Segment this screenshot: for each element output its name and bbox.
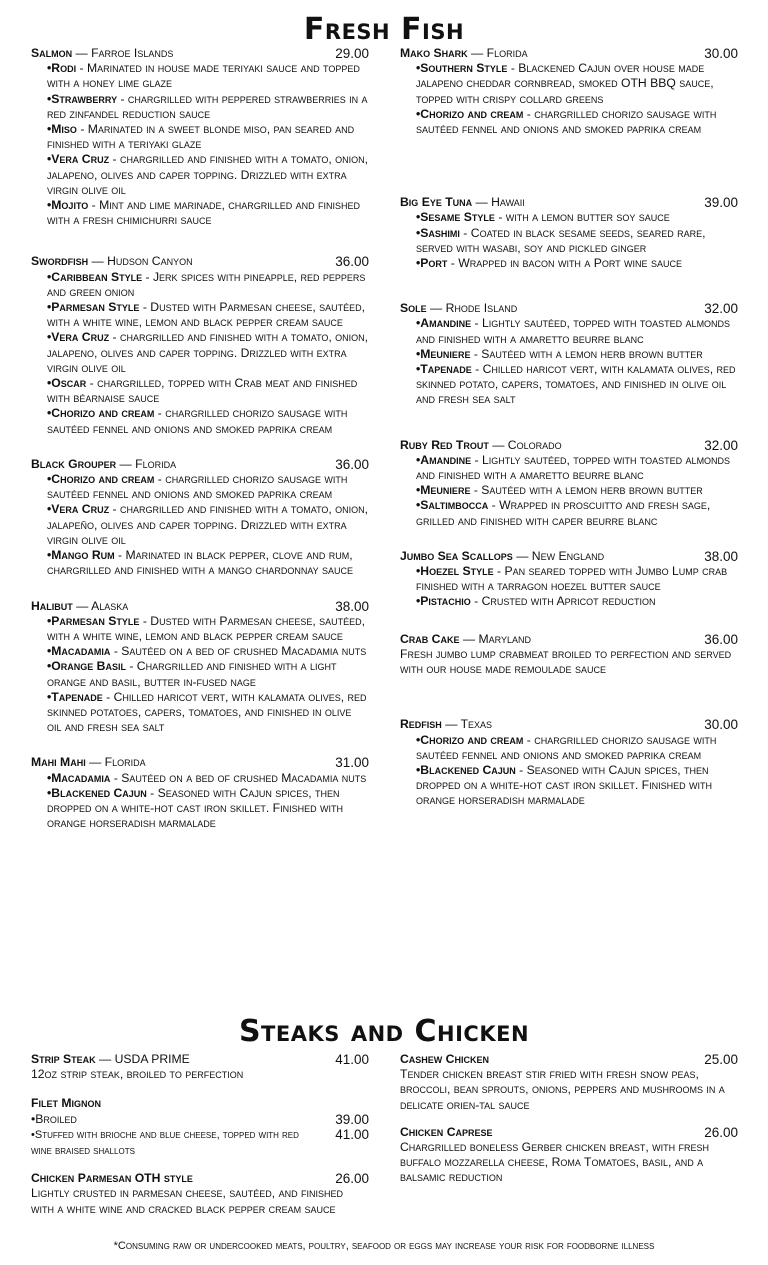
- option-name: Port: [420, 256, 448, 271]
- option-name: Chorizo and cream: [51, 406, 155, 421]
- option-name: Macadamia: [51, 770, 111, 785]
- option-text: Dusted with Parmesan cheese, sautéed, with a white wine, lemon and black pepper cream sauce: [47, 300, 366, 330]
- menu-item: Sole — Rhode Island 32.00 •Amandine - Lightly sautéed, topped with toasted almonds and finished with a amaretto beurre blanc •Meuniere - Sautéed with a lemon herb brown butter •Tapenade - Chilled haricot vert, with kalamata olives, red skinned potato, capers, tomatoes, and finished in olive oil and fresh sea salt: [400, 301, 738, 407]
- item-name: Chicken Parmesan OTH style: [31, 1171, 193, 1186]
- menu-option: •Parmesan Style - Dusted with Parmesan cheese, sautéed, with a white wine, lemon and black pepper cream sauce: [47, 300, 366, 330]
- menu-item: [31, 1171, 369, 1217]
- item-name: Redfish: [400, 717, 446, 732]
- menu-item: Big Eye Tuna — Hawaii 39.00 •Sesame Style - with a lemon butter soy sauce •Sashimi - Coated in black sesame seeds, seared rare, served with wasabi, soy and pickled ginger •Port - Wrapped in bacon with a Port wine sauce: [400, 195, 738, 271]
- option-price: 39.00: [335, 1111, 369, 1127]
- menu-option: •Vera Cruz - chargrilled and finished with a tomato, onion, jalapeno, olives and caper topping. Drizzled with extra virgin olive oil: [47, 152, 369, 197]
- menu-option: •Caribbean Style - Jerk spices with pineapple, red peppers and green onion: [47, 269, 366, 299]
- item-price: 41.00: [335, 1052, 369, 1067]
- menu-item: Strip Steak — USDA PRIME 41.00 12oz strip steak, broiled to perfection: [31, 1052, 369, 1082]
- option-name: Southern Style: [420, 61, 508, 76]
- item-name: Ruby Red Trout: [400, 437, 489, 452]
- menu-item: Crab Cake — Maryland 36.00 Fresh jumbo lump crabmeat broiled to perfection and served with our house made remoulade sauce: [400, 631, 738, 677]
- item-name: Black Grouper: [31, 456, 117, 471]
- fish-left-column: [31, 46, 369, 831]
- item-price: 26.00: [335, 1171, 369, 1187]
- option-name: Vera Cruz: [51, 152, 110, 167]
- menu-option: •Sashimi - Coated in black sesame seeds, seared rare, served with wasabi, soy and pickled ginger: [416, 225, 706, 255]
- item-price: 36.00: [335, 254, 369, 270]
- option-name: Orange Basil: [51, 659, 126, 674]
- option-text: chargrilled, topped with Crab meat and finished with béarnaise sauce: [47, 376, 358, 406]
- menu-item: Jumbo Sea Scallops — New England 38.00 •Hoezel Style - Pan seared topped with Jumbo Lump crab finished with a tarragon hoezel butter sauce •Pistachio - Crusted with Apricot reduction: [400, 548, 738, 609]
- option-text: chargrilled chorizo sausage with sautéed fennel and onions and smoked paprika cream: [47, 406, 348, 436]
- item-price: 38.00: [704, 548, 738, 564]
- item-origin: Alaska: [91, 598, 129, 613]
- item-origin: Farroe Islands: [91, 46, 174, 60]
- option-name: Strawberry: [51, 91, 118, 106]
- option-text: Wrapped in proscuitto and fresh sage, grilled and finished with caper beurre blanc: [416, 498, 711, 528]
- option-text: Mint and lime marinade, chargrilled and finished with a fresh chimichurri sauce: [47, 198, 361, 228]
- menu-option: •Tapenade - Chilled haricot vert, with kalamata olives, red skinned potatoes, capers, tomatoes, and finished in olive oil and fresh sea salt: [47, 689, 367, 735]
- menu-option: •Oscar - chargrilled, topped with Crab meat and finished with béarnaise sauce: [47, 376, 358, 406]
- option-text: Chilled haricot vert, with kalamata olives, red skinned potatoes, capers, tomatoes, and finished in olive oil and fresh sea salt: [47, 689, 367, 735]
- option-price: 41.00: [335, 1126, 369, 1142]
- item-price: 29.00: [335, 46, 369, 61]
- option-text: Sautéed with a lemon herb brown butter: [481, 483, 703, 498]
- item-name: Big Eye Tuna: [400, 195, 473, 210]
- option-name: Caribbean Style: [51, 269, 143, 284]
- item-name: Salmon: [31, 46, 73, 60]
- option-name: Rodi: [51, 61, 77, 76]
- menu-item: Mako Shark — Florida 30.00 •Southern Style - Blackened Cajun over house made jalapeno cheddar cornbread, smoked OTH BBQ sauce, topped with crispy collard greens •Chorizo and cream - chargrilled chorizo sausage with sautéed fennel and onions and smoked paprika cream: [400, 46, 738, 137]
- menu-item: Salmon — Farroe Islands 29.00 •Rodi - Marinated in house made teriyaki sauce and topped with a honey lime glaze •Strawberry - chargrilled with peppered strawberries in a red zinfandel reduction sauce •Miso - Marinated in a sweet blonde miso, pan seared and finished with a teriyaki glaze •Vera Cruz - chargrilled and finished with a tomato, onion, jalapeno, olives and caper topping. Drizzled with extra virgin olive oil •Mojito - Mint and lime marinade, chargrilled and finished with a fresh chimichurri sauce: [31, 46, 369, 228]
- option-name: Meuniere: [420, 483, 471, 498]
- menu-option: •Hoezel Style - Pan seared topped with Jumbo Lump crab finished with a tarragon hoezel butter sauce: [416, 564, 728, 594]
- item-origin: Hudson Canyon: [107, 254, 193, 269]
- steak-right-column: [400, 1052, 738, 1186]
- fresh-fish-title: Fresh Fish: [303, 12, 465, 47]
- option-name: Pistachio: [420, 594, 471, 609]
- item-price: 26.00: [704, 1124, 738, 1140]
- option-text: Pan seared topped with Jumbo Lump crab finished with a tarragon hoezel butter sauce: [416, 564, 728, 594]
- item-origin: Maryland: [478, 631, 531, 646]
- menu-option: •Amandine - Lightly sautéed, topped with toasted almonds and finished with a amaretto beurre blanc: [416, 452, 731, 483]
- menu-option: •Chorizo and cream - chargrilled chorizo sausage with sautéed fennel and onions and smoked paprika cream: [47, 472, 348, 502]
- option-name: Parmesan Style: [51, 613, 140, 628]
- menu-item: [400, 1052, 738, 1113]
- menu-option: •Blackened Cajun - Seasoned with Cajun spices, then dropped on a white-hot cast iron skillet. Finished with orange horseradish marmalade: [416, 762, 712, 808]
- menu-option: •Chorizo and cream - chargrilled chorizo sausage with sautéed fennel and onions and smoked paprika cream: [416, 732, 717, 762]
- option-name: Blackened Cajun: [51, 785, 147, 800]
- option-text: Marinated in a sweet blonde miso, pan seared and finished with a teriyaki glaze: [47, 122, 355, 152]
- option-text: Marinated in house made teriyaki sauce and topped with a honey lime glaze: [47, 61, 360, 91]
- item-origin: Rhode Island: [445, 301, 518, 316]
- item-price: 36.00: [335, 456, 369, 472]
- menu-option: •Rodi - Marinated in house made teriyaki sauce and topped with a honey lime glaze: [47, 61, 360, 91]
- item-origin: Florida: [104, 755, 146, 770]
- option-text: Seasoned with Cajun spices, then dropped on a white-hot cast iron skillet. Finished with orange horseradish marmalade: [416, 762, 712, 808]
- item-description: Lightly crusted in parmesan cheese, sautéed, and finished with a white wine and cracked black pepper cream sauce: [31, 1186, 343, 1216]
- disclaimer: *Consuming raw or undercooked meats, poultry, seafood or eggs may increase your risk for foodborne illness: [113, 1240, 655, 1252]
- option-text: Dusted with Parmesan cheese, sautéed, with a white wine, lemon and black pepper cream sauce: [47, 613, 366, 643]
- option-text: Jerk spices with pineapple, red peppers and green onion: [47, 269, 366, 299]
- item-name: Halibut: [31, 598, 73, 613]
- item-name: Mahi Mahi: [31, 755, 86, 770]
- menu-item: Swordfish — Hudson Canyon 36.00 •Caribbean Style - Jerk spices with pineapple, red peppers and green onion •Parmesan Style - Dusted with Parmesan cheese, sautéed, with a white wine, lemon and black pepper cream sauce •Vera Cruz - chargrilled and finished with a tomato, onion, jalapeno, olives and caper topping. Drizzled with extra virgin olive oil •Oscar - chargrilled, topped with Crab meat and finished with béarnaise sauce •Chorizo and cream - chargrilled chorizo sausage with sautéed fennel and onions and smoked paprika cream: [31, 254, 369, 436]
- menu-item: Halibut — Alaska 38.00 •Parmesan Style - Dusted with Parmesan cheese, sautéed, with a white wine, lemon and black pepper cream sauce •Macadamia - Sautéed on a bed of crushed Macadamia nuts •Orange Basil - Chargrilled and finished with a light orange and basil, butter in-fused nage •Tapenade - Chilled haricot vert, with kalamata olives, red skinned potatoes, capers, tomatoes, and finished in olive oil and fresh sea salt: [31, 598, 369, 735]
- item-price: 39.00: [704, 195, 738, 211]
- item-name: Cashew Chicken: [400, 1052, 489, 1066]
- option-name: Chorizo and cream: [420, 732, 524, 747]
- item-name: Chicken Caprese: [400, 1124, 493, 1139]
- item-description: Fresh jumbo lump crabmeat broiled to perfection and served with our house made remoulade sauce: [400, 646, 732, 677]
- option-name: Mojito: [51, 198, 89, 213]
- option-text: Chilled haricot vert, with kalamata olives, red skinned potato, capers, tomatoes, and finished in olive oil and fresh sea salt: [416, 362, 736, 407]
- option-name: Chorizo and cream: [51, 472, 155, 487]
- menu-item: Black Grouper — Florida 36.00 •Chorizo and cream - chargrilled chorizo sausage with sautéed fennel and onions and smoked paprika cream •Vera Cruz - chargrilled and finished with a tomato, onion, jalapeño, olives and caper topping. Drizzled with extra virgin olive oil •Mango Rum - Marinated in black pepper, clove and rum, chargrilled and finished with a mango chardonnay sauce: [31, 456, 369, 578]
- option-name: Hoezel Style: [420, 564, 494, 579]
- menu-option: •Chorizo and cream - chargrilled chorizo sausage with sautéed fennel and onions and smoked paprika cream: [416, 106, 717, 137]
- menu-option: •Blackened Cajun - Seasoned with Cajun spices, then dropped on a white-hot cast iron skillet. Finished with orange horseradish marmalade: [47, 785, 343, 831]
- item-origin: Florida: [135, 456, 177, 471]
- option-name: Saltimbocca: [420, 498, 489, 513]
- option-text: chargrilled chorizo sausage with sautéed fennel and onions and smoked paprika cream: [416, 732, 717, 762]
- item-description: Tender chicken breast stir fried with fresh snow peas, broccoli, bean sprouts, onions, peppers and mushrooms in a delicate orien-tal sauce: [400, 1067, 725, 1112]
- item-price: 38.00: [335, 598, 369, 614]
- menu-option: •Meuniere - Sautéed with a lemon herb brown butter: [416, 483, 703, 498]
- item-price: 30.00: [704, 46, 738, 61]
- menu-item: Ruby Red Trout — Colorado 32.00 •Amandine - Lightly sautéed, topped with toasted almonds and finished with a amaretto beurre blanc •Meuniere - Sautéed with a lemon herb brown butter •Saltimbocca - Wrapped in proscuitto and fresh sage, grilled and finished with caper beurre blanc: [400, 437, 738, 528]
- option-name: Meuniere: [420, 346, 471, 361]
- option-text: Blackened Cajun over house made jalapeno cheddar cornbread, smoked OTH BBQ sauce, topped with crispy collard greens: [416, 61, 714, 106]
- option-name: Miso: [51, 122, 77, 137]
- menu-option: •Southern Style - Blackened Cajun over house made jalapeno cheddar cornbread, smoked OTH BBQ sauce, topped with crispy collard greens: [416, 61, 714, 106]
- menu-option: •Strawberry - chargrilled with peppered strawberries in a red zinfandel reduction sauce: [47, 91, 368, 121]
- option-text: chargrilled chorizo sausage with sautéed fennel and onions and smoked paprika cream: [47, 472, 348, 502]
- option-text: Chargrilled and finished with a light orange and basil, butter in-fused nage: [47, 659, 337, 689]
- menu-option: •Vera Cruz - chargrilled and finished with a tomato, onion, jalapeno, olives and caper topping. Drizzled with extra virgin olive oil: [47, 330, 369, 375]
- option-name: Mango Rum: [51, 548, 115, 563]
- menu-option: •Amandine - Lightly sautéed, topped with toasted almonds and finished with a amaretto beurre blanc: [416, 316, 731, 346]
- fish-right-column: [400, 46, 738, 809]
- menu-option: •Parmesan Style - Dusted with Parmesan cheese, sautéed, with a white wine, lemon and black pepper cream sauce: [47, 613, 366, 643]
- menu-item: Redfish — Texas 30.00 •Chorizo and cream - chargrilled chorizo sausage with sautéed fennel and onions and smoked paprika cream •Blackened Cajun - Seasoned with Cajun spices, then dropped on a white-hot cast iron skillet. Finished with orange horseradish marmalade: [400, 717, 738, 808]
- menu-option: •Mojito - Mint and lime marinade, chargrilled and finished with a fresh chimichurri sauce: [47, 198, 361, 228]
- option-text: chargrilled and finished with a tomato, onion, jalapeno, olives and caper topping. Drizzled with extra virgin olive oil: [47, 152, 369, 197]
- option-name: Amandine: [420, 452, 472, 467]
- option-text: Sautéed on a bed of crushed Macadamia nuts: [121, 770, 367, 785]
- option-text: Wrapped in bacon with a Port wine sauce: [458, 256, 682, 271]
- option-name: Blackened Cajun: [420, 762, 516, 777]
- item-price: 31.00: [335, 755, 369, 771]
- item-name: Swordfish: [31, 254, 89, 269]
- item-origin: New England: [531, 548, 605, 563]
- menu-option: •Chorizo and cream - chargrilled chorizo sausage with sautéed fennel and onions and smoked paprika cream: [47, 406, 348, 436]
- menu-option: •Sesame Style - with a lemon butter soy sauce: [416, 210, 670, 225]
- item-description: Chargrilled boneless Gerber chicken breast, with fresh buffalo mozzarella cheese, Roma Tomatoes, basil, and a balsamic reduction: [400, 1140, 710, 1185]
- menu-option: •Pistachio - Crusted with Apricot reduction: [416, 594, 656, 609]
- steaks-chicken-title: Steaks and Chicken: [238, 1014, 530, 1049]
- option-text: Lightly sautéed, topped with toasted almonds and finished with a amaretto beurre blanc: [416, 452, 731, 483]
- menu-item: Filet Mignon •Broiled 39.00 •Stuffed with brioche and blue cheese, topped with red wine braised shallots 41.00: [31, 1096, 369, 1158]
- menu-item: [400, 1125, 738, 1186]
- menu-option: •Port - Wrapped in bacon with a Port wine sauce: [416, 256, 682, 271]
- menu-option: •Miso - Marinated in a sweet blonde miso, pan seared and finished with a teriyaki glaze: [47, 122, 355, 152]
- option-text: Lightly sautéed, topped with toasted almonds and finished with a amaretto beurre blanc: [416, 316, 731, 346]
- item-origin: USDA PRIME: [114, 1052, 190, 1066]
- menu-option: •Mango Rum - Marinated in black pepper, clove and rum, chargrilled and finished with a mango chardonnay sauce: [47, 548, 354, 578]
- menu-item: Mahi Mahi — Florida 31.00 •Macadamia - Sautéed on a bed of crushed Macadamia nuts •Blackened Cajun - Seasoned with Cajun spices, then dropped on a white-hot cast iron skillet. Finished with orange horseradish marmalade: [31, 755, 369, 831]
- item-origin: Colorado: [507, 437, 562, 452]
- item-price: 36.00: [704, 631, 738, 647]
- option-text: Sautéed on a bed of crushed Macadamia nuts: [121, 644, 367, 659]
- menu-option: •Saltimbocca - Wrapped in proscuitto and fresh sage, grilled and finished with caper beurre blanc: [416, 498, 711, 528]
- option-text: Sautéed with a lemon herb brown butter: [481, 346, 703, 361]
- item-price: 32.00: [704, 437, 738, 453]
- item-price: 32.00: [704, 301, 738, 317]
- option-text: Marinated in black pepper, clove and rum, chargrilled and finished with a mango chardonnay sauce: [47, 548, 354, 578]
- menu-option: •Macadamia - Sautéed on a bed of crushed Macadamia nuts: [47, 644, 367, 659]
- item-name: Jumbo Sea Scallops: [400, 548, 513, 563]
- item-price: 30.00: [704, 717, 738, 733]
- item-origin: Florida: [486, 46, 528, 60]
- option-text: Seasoned with Cajun spices, then dropped on a white-hot cast iron skillet. Finished with orange horseradish marmalade: [47, 785, 343, 831]
- item-origin: Hawaii: [491, 195, 525, 210]
- option-name: Amandine: [420, 316, 472, 331]
- menu-option: •Vera Cruz - chargrilled and finished with a tomato, onion, jalapeño, olives and caper topping. Drizzled with extra virgin olive oil: [47, 502, 369, 547]
- steak-left-column: [31, 1052, 369, 1217]
- option-name: Vera Cruz: [51, 502, 110, 517]
- option-text: Stuffed with brioche and blue cheese, topped with red wine braised shallots: [31, 1128, 299, 1158]
- item-name: Strip Steak: [31, 1052, 96, 1066]
- option-text: chargrilled and finished with a tomato, onion, jalapeño, olives and caper topping. Drizzled with extra virgin olive oil: [47, 502, 369, 547]
- menu-option: •Meuniere - Sautéed with a lemon herb brown butter: [416, 346, 703, 361]
- option-name: Sesame Style: [420, 210, 495, 225]
- option-name: Parmesan Style: [51, 300, 140, 315]
- item-description: 12oz strip steak, broiled to perfection: [31, 1067, 244, 1082]
- item-name: Crab Cake: [400, 631, 460, 646]
- item-origin: Texas: [460, 717, 493, 732]
- menu-option: •Orange Basil - Chargrilled and finished with a light orange and basil, butter in-fused nage: [47, 659, 337, 689]
- option-text: chargrilled and finished with a tomato, onion, jalapeno, olives and caper topping. Drizzled with extra virgin olive oil: [47, 330, 369, 375]
- option-text: Coated in black sesame seeds, seared rare, served with wasabi, soy and pickled ginger: [416, 225, 706, 255]
- option-name: Chorizo and cream: [420, 106, 524, 121]
- item-name: Filet Mignon: [31, 1096, 101, 1111]
- item-name: Mako Shark: [400, 46, 468, 60]
- option-text: with a lemon butter soy sauce: [505, 210, 670, 225]
- item-price: 25.00: [704, 1052, 738, 1067]
- option-text: Crusted with Apricot reduction: [481, 594, 656, 609]
- item-name: Sole: [400, 301, 427, 316]
- option-name: Sashimi: [420, 225, 460, 240]
- option-name: Oscar: [51, 376, 87, 391]
- menu-option: •Tapenade - Chilled haricot vert, with kalamata olives, red skinned potato, capers, tomatoes, and finished in olive oil and fresh sea salt: [416, 362, 736, 407]
- option-text: Broiled: [35, 1111, 77, 1126]
- option-text: chargrilled chorizo sausage with sautéed fennel and onions and smoked paprika cream: [416, 106, 717, 137]
- option-text: chargrilled with peppered strawberries in a red zinfandel reduction sauce: [47, 91, 368, 121]
- option-name: Vera Cruz: [51, 330, 110, 345]
- option-name: Tapenade: [51, 689, 103, 704]
- option-name: Macadamia: [51, 644, 111, 659]
- menu-option: •Macadamia - Sautéed on a bed of crushed Macadamia nuts: [47, 770, 367, 785]
- option-name: Tapenade: [420, 362, 472, 377]
